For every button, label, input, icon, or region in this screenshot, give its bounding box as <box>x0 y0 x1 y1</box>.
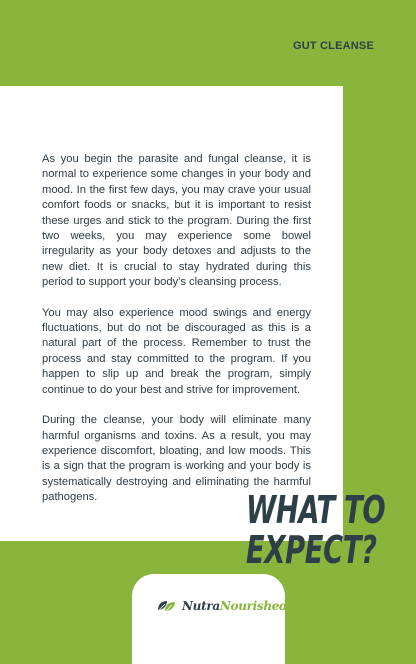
brand-name-part-2: Nourished <box>219 599 288 613</box>
section-label: GUT CLEANSE <box>292 40 374 52</box>
leaf-logo-icon <box>155 598 179 614</box>
content-card <box>0 86 343 541</box>
paragraph-1: As you begin the parasite and fungal cleanse, it is normal to experience some changes in your body and mood. In the first few days, you may crave your usual comfort foods or snacks, but it is important to resist these urges and stick to the program. During the first two weeks, you may experience some bowel irregularity as your body detoxes and adjusts to the new diet. It is crucial to stay hydrated during this period to support your body's cleansing process. <box>42 153 311 289</box>
page-title-line-2: EXPECT? <box>246 528 377 572</box>
brand-name-part-1: Nutra <box>182 599 220 613</box>
body-text <box>42 152 311 521</box>
page-title-line-1: WHAT TO <box>246 488 386 532</box>
paragraph-3: During the cleanse, your body will eliminate many harmful organisms and toxins. As a result, you may experience discomfort, bloating, and low moods. This is a sign that the program is working and your body is systematically destroying and eliminating the harmful pathogens. <box>42 414 311 504</box>
logo-tab <box>132 574 288 664</box>
page-title <box>246 488 386 572</box>
paragraph-2: You may also experience mood swings and energy fluctuations, but do not be discouraged as this is a natural part of the process. Remember to trust the process and stay committed to the program. If you happen to slip up and break the program, simply continue to do your best and strive for improvement. <box>42 306 311 396</box>
brand-name <box>182 599 287 613</box>
brand-logo <box>155 598 287 614</box>
